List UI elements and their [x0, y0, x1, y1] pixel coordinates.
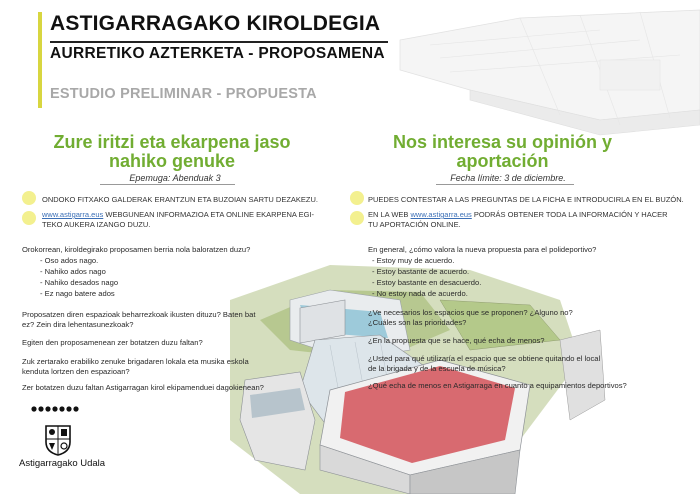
bullet-dot-icon — [350, 191, 364, 205]
bullet-dot-icon — [22, 191, 36, 205]
website-link-basque[interactable]: www.astigarra.eus — [42, 210, 104, 219]
question-spanish-2-line2: ¿Cuáles son las prioridades? — [368, 318, 467, 327]
section-title-spanish-line2: aportación — [456, 151, 549, 171]
sports-center-model — [230, 265, 605, 494]
option-basque-1: - Oso ados nago. — [40, 256, 99, 265]
page-title: ASTIGARRAGAKO KIROLDEGIA — [50, 12, 381, 35]
note-basque-2 — [42, 210, 332, 230]
question-spanish-4-line1: ¿Usted para qué utilizaría el espacio que se obtiene quitando el local — [368, 354, 601, 363]
bullet-dot-icon — [350, 211, 364, 225]
question-basque-2-line1: Proposatzen diren espazioak beharrezkoak ikusten dituzu? Baten bat — [22, 310, 256, 319]
bullet-dot-icon — [22, 211, 36, 225]
note-basque-1: ONDOKO FITXAKO GALDERAK ERANTZUN ETA BUZOIAN SARTU DEZAKEZU. — [42, 195, 319, 204]
note-spanish-2-line2: TU APORTACIÓN ONLINE. — [368, 220, 461, 229]
question-basque-3: Egiten den proposamenean zer botatzen duzu faltan? — [22, 338, 203, 347]
option-basque-3: - Nahiko desados nago — [40, 278, 119, 287]
logo-text: Astigarragako Udala — [19, 458, 106, 469]
question-spanish-2-line1: ¿Ve necesarios los espacios que se proponen? ¿Alguno no? — [368, 308, 573, 317]
title-divider — [50, 41, 388, 43]
deadline-underline-spanish — [436, 184, 574, 185]
header-accent-bar — [38, 12, 42, 108]
coat-of-arms-icon — [44, 424, 72, 456]
deadline-underline-basque — [100, 184, 235, 185]
question-basque-4-line1: Zuk zertarako erabiliko zenuke brigadaren lokala eta musika eskola — [22, 357, 249, 366]
option-basque-2: - Nahiko ados nago — [40, 267, 106, 276]
note-spanish-2 — [368, 210, 688, 230]
question-spanish-4-line2: de la brigada y de la escuela de música? — [368, 364, 506, 373]
question-basque-5: Zer botatzen duzu faltan Astigarragan kirol ekipamenduei dagokienean? — [22, 383, 264, 392]
section-title-basque-line1: Zure iritzi eta ekarpena jaso — [53, 132, 291, 152]
website-link-spanish[interactable]: www.astigarra.eus — [410, 210, 472, 219]
section-title-basque — [22, 133, 322, 171]
logo-dots-icon — [30, 405, 80, 413]
section-title-spanish-line1: Nos interesa su opinión y — [392, 132, 613, 152]
option-basque-4: - Ez nago batere ados — [40, 289, 115, 298]
option-spanish-1: - Estoy muy de acuerdo. — [372, 256, 455, 265]
deadline-basque: Epemuga: Abenduak 3 — [129, 173, 221, 183]
question-spanish-5: ¿Qué echa de menos en Astigarraga en cuanto a equipamientos deportivos? — [368, 381, 627, 390]
question-spanish-1: En general, ¿cómo valora la nueva propuesta para el polideportivo? — [368, 245, 597, 254]
sketch-building — [400, 10, 700, 135]
section-title-basque-line2: nahiko genuke — [108, 151, 236, 171]
note-spanish-2-text: PODRÁS OBTENER TODA LA INFORMACIÓN Y HACER — [471, 210, 668, 219]
note-basque-2-line2: TEKO AUKERA IZANGO DUZU. — [42, 220, 151, 229]
page-subtitle-spanish: ESTUDIO PRELIMINAR - PROPUESTA — [50, 86, 317, 102]
option-spanish-4: - No estoy nada de acuerdo. — [372, 289, 468, 298]
question-basque-2-line2: ez? Zein dira lehentasunezkoak? — [22, 320, 134, 329]
note-spanish-1: PUEDES CONTESTAR A LAS PREGUNTAS DE LA FICHA E INTRODUCIRLA EN EL BUZÓN. — [368, 195, 684, 204]
option-spanish-3: - Estoy bastante en desacuerdo. — [372, 278, 482, 287]
question-spanish-3: ¿En la propuesta que se hace, qué echa de menos? — [368, 336, 545, 345]
note-spanish-2-pre: EN LA WEB — [368, 210, 411, 219]
deadline-spanish: Fecha límite: 3 de diciembre. — [450, 173, 566, 183]
option-spanish-2: - Estoy bastante de acuerdo. — [372, 267, 470, 276]
question-basque-1: Orokorrean, kiroldegirako proposamen berria nola baloratzen duzu? — [22, 245, 251, 254]
section-title-spanish — [345, 133, 660, 171]
question-basque-4-line2: kenduta lortzen den espazioan? — [22, 367, 130, 376]
page-subtitle: AURRETIKO AZTERKETA - PROPOSAMENA — [50, 45, 385, 62]
note-basque-2-text: WEBGUNEAN INFORMAZIOA ETA ONLINE EKARPENA EGI- — [103, 210, 315, 219]
